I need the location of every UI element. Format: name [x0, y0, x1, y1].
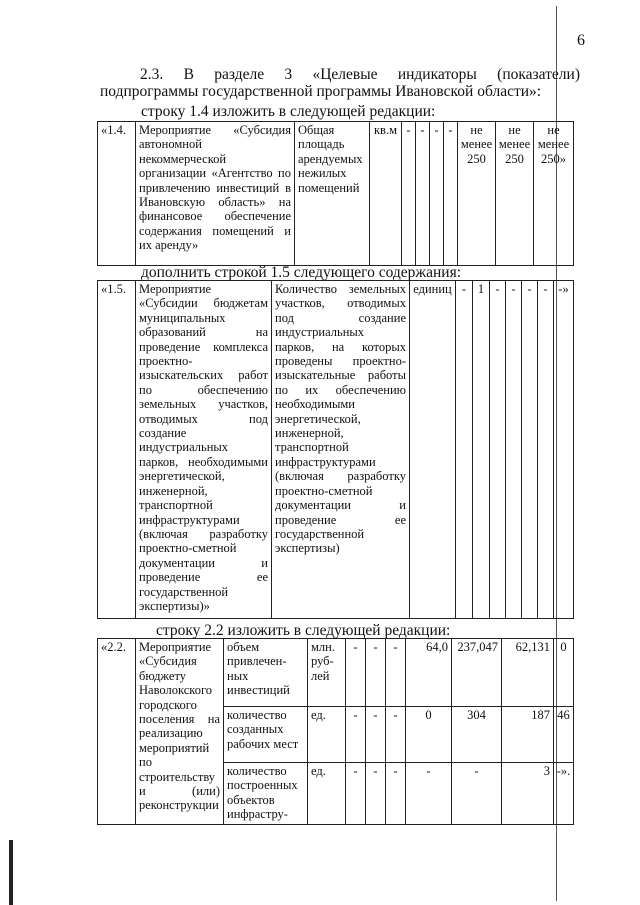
value-cell: 187	[502, 707, 554, 763]
value-cell: -	[416, 122, 430, 266]
value-cell: не менее 250	[458, 122, 496, 266]
value-cell: -»	[554, 281, 574, 619]
value-cell: -	[402, 122, 416, 266]
indicator-cell: Общая площадь арендуемых нежилых помещений	[295, 122, 370, 266]
value-cell: -	[406, 763, 452, 825]
value-cell: 0	[554, 639, 574, 707]
value-cell: 64,0	[406, 639, 452, 707]
indicator-cell: Количество земельных участков, отводимых под создание индустриальных парков, на которых проведены проектно-изыскательные работы по их обеспечению необходимыми энергетической, инженерной, транспортной инфраструктурами (включая разработку проектно-сметной документации и проведение ее государственной экспертизы)	[272, 281, 410, 619]
value-cell: -	[506, 281, 522, 619]
event-cell: Мероприятие «Субсидия бюджету Наволокского городского поселения на реализацию мероприятий по строительству и (или) реконструкции	[136, 639, 224, 825]
intro-paragraph: 2.3. В разделе 3 «Целевые индикаторы (показатели) подпрограммы государственной программы Ивановской области»:	[100, 66, 580, 100]
value-cell: -	[386, 707, 406, 763]
value-cell: -	[456, 281, 473, 619]
unit-cell: ед.	[308, 763, 346, 825]
row15-table	[97, 280, 574, 619]
row22-caption: строку 2.2 изложить в следующей редакции:	[156, 622, 451, 639]
unit-cell: млн. руб-лей	[308, 639, 346, 707]
value-cell: 3	[502, 763, 554, 825]
row15-caption: дополнить строкой 1.5 следующего содержания:	[141, 264, 462, 281]
page-number: 6	[577, 32, 585, 49]
value-cell: 1	[473, 281, 490, 619]
value-cell: -	[386, 639, 406, 707]
unit-cell: кв.м	[370, 122, 402, 266]
indicator-cell: количество построенных объектов инфрастру-	[224, 763, 308, 825]
row22-table	[97, 638, 574, 825]
value-cell: -	[430, 122, 444, 266]
row-number: «2.2.	[98, 639, 136, 825]
value-cell: -	[522, 281, 538, 619]
unit-cell: ед.	[308, 707, 346, 763]
value-cell: -	[366, 707, 386, 763]
row14-table	[97, 121, 574, 266]
value-cell: -	[346, 707, 366, 763]
value-cell: 46	[554, 707, 574, 763]
value-cell: -	[366, 763, 386, 825]
value-cell: 0	[406, 707, 452, 763]
value-cell: -	[346, 639, 366, 707]
row-number: «1.5.	[98, 281, 136, 619]
value-cell: 304	[452, 707, 502, 763]
value-cell: -	[490, 281, 506, 619]
unit-cell: единиц	[410, 281, 456, 619]
value-cell: -».	[554, 763, 574, 825]
value-cell: -	[452, 763, 502, 825]
value-cell: 237,047	[452, 639, 502, 707]
indicator-cell: объем привлечен-ных инвестиций	[224, 639, 308, 707]
value-cell: -	[538, 281, 554, 619]
margin-line-left	[9, 840, 13, 905]
value-cell: не менее 250»	[534, 122, 574, 266]
row-number: «1.4.	[98, 122, 136, 266]
value-cell: 62,131	[502, 639, 554, 707]
value-cell: не менее 250	[496, 122, 534, 266]
value-cell: -	[386, 763, 406, 825]
value-cell: -	[366, 639, 386, 707]
event-cell: Мероприятие «Субсидия автономной некоммерческой организации «Агентство по привлечению инвестиций в Ивановскую область» на финансовое обеспечение содержания помещений и их аренду»	[136, 122, 295, 266]
row14-caption: строку 1.4 изложить в следующей редакции:	[141, 103, 436, 120]
event-cell: Мероприятие «Субсидии бюджетам муниципальных образований на проведение комплекса проектно-изыскательских работ по обеспечению земельных участков, отводимых под создание индустриальных парков, необходимыми энергетической, инженерной, транспортной инфраструктурами (включая разработку проектно-сметной документации и проведение ее государственной экспертизы)»	[136, 281, 272, 619]
value-cell: -	[346, 763, 366, 825]
value-cell: -	[444, 122, 458, 266]
indicator-cell: количество созданных рабочих мест	[224, 707, 308, 763]
